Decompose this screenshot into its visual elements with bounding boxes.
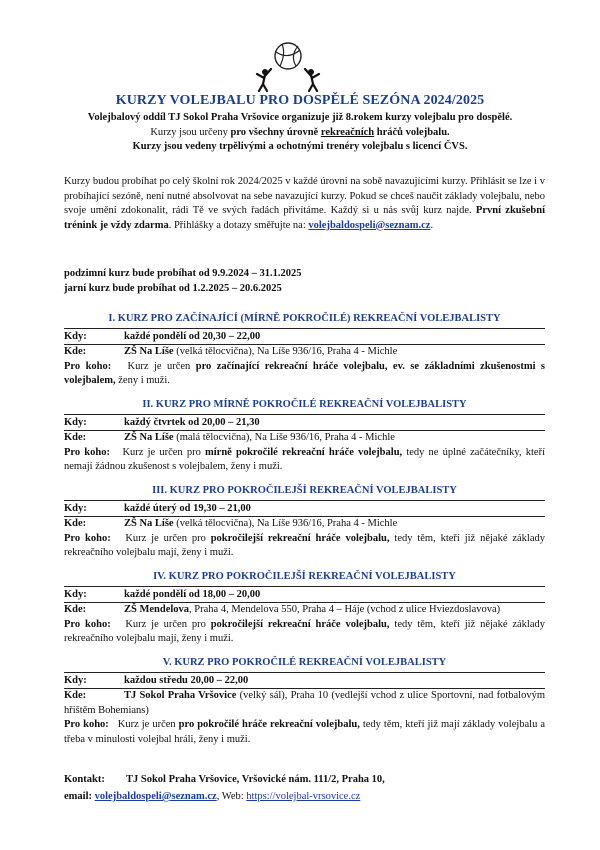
- paragraph-highlight: První zkušební trénink je vždy zdarma: [64, 205, 545, 231]
- course-4: [64, 570, 545, 647]
- course-time: každé pondělí od 18,00 – 20,00: [124, 588, 261, 600]
- audience-text: Kurz je určen pro: [125, 618, 211, 630]
- contact-label: Kontakt:: [64, 774, 105, 785]
- when-label: Kdy:: [64, 588, 87, 600]
- course-heading: V. KURZ PRO POKROČILÉ REKREAČNÍ VOLEJBALISTY: [64, 656, 545, 673]
- audience-text: Kurz je určen: [117, 719, 179, 730]
- course-3: [64, 484, 545, 561]
- course-time: každé pondělí od 20,30 – 22,00: [124, 330, 261, 342]
- paragraph-text-2: . Přihlášky a dotazy směřujte na:: [168, 219, 309, 231]
- intro-block: [40, 111, 560, 155]
- course-time: každé úterý od 19,30 – 21,00: [124, 502, 251, 514]
- course-audience: [64, 718, 545, 747]
- when-label: Kdy:: [64, 330, 87, 342]
- for-whom-label: Pro koho:: [64, 719, 109, 730]
- course-place: [124, 603, 545, 618]
- paragraph-end: .: [430, 219, 434, 231]
- course-2: [64, 398, 545, 475]
- website-link[interactable]: https://volejbal-vrsovice.cz: [246, 791, 361, 802]
- course-place-name: ZŠ Mendelova: [124, 604, 190, 615]
- course-place-name: ZŠ Na Líše: [124, 432, 174, 443]
- course-place: [124, 517, 545, 532]
- audience-end: tedy těm, kteří již mají základy volejbalu a třeba v minulosti volejbal hráli, ženy i muži.: [64, 719, 546, 745]
- season-dates: [64, 266, 302, 296]
- for-whom-label: Pro koho:: [64, 360, 112, 372]
- audience-bold: pokročilejší rekreační hráče volejbalu,: [210, 532, 390, 544]
- course-place-detail: (velká tělocvična), Na Líše 936/16, Praha 4 - Michle: [173, 346, 398, 357]
- course-place-name: TJ Sokol Praha Vršovice: [124, 690, 237, 701]
- audience-bold: mírně pokročilé rekreační hráče volejbalu,: [205, 446, 403, 458]
- audience-end: tedy těm, kteří již nějaké základy rekreačního volejbalu mají, ženy i muži.: [64, 618, 546, 644]
- spring-dates: jarní kurz bude probíhat od 1.2.2025 – 20.6.2025: [64, 283, 282, 294]
- page-title: KURZY VOLEJBALU PRO DOSPĚLÉ SEZÓNA 2024/2025: [115, 93, 485, 108]
- signup-email-link[interactable]: volejbaldospeli@seznam.cz: [308, 219, 431, 231]
- audience-text: Kurz je určen pro: [122, 446, 205, 458]
- where-label: Kde:: [64, 432, 87, 443]
- audience-bold: pro začínající rekreační hráče volejbalu, ev. se základními zkušenostmi s volejbalem,: [64, 360, 546, 386]
- volleyball-players-logo-icon: [252, 38, 324, 92]
- audience-text: Kurz je určen pro: [125, 532, 211, 544]
- course-heading: I. KURZ PRO ZAČÍNAJÍCÍ (MÍRNĚ POKROČILÉ) REKREAČNÍ VOLEJBALISTY: [64, 312, 545, 329]
- when-label: Kdy:: [64, 416, 87, 428]
- audience-bold: pokročilejší rekreační hráče volejbalu,: [210, 618, 390, 630]
- course-place-detail: (malá tělocvična), Na Líše 936/16, Praha 4 - Michle: [173, 432, 395, 443]
- course-audience: [64, 532, 545, 561]
- course-place-name: ZŠ Na Líše: [124, 346, 174, 357]
- contact-block: [64, 771, 385, 805]
- where-label: Kde:: [64, 604, 87, 615]
- intro-line-2-underlined: rekreačních: [320, 126, 375, 138]
- audience-end: ženy i muži.: [115, 375, 170, 386]
- for-whom-label: Pro koho:: [64, 446, 110, 458]
- where-label: Kde:: [64, 518, 87, 529]
- course-heading: IV. KURZ PRO POKROČILEJŠÍ REKREAČNÍ VOLEJBALISTY: [64, 570, 545, 587]
- course-place: [64, 689, 545, 718]
- course-audience: [64, 618, 545, 647]
- for-whom-label: Pro koho:: [64, 618, 111, 630]
- audience-end: tedy těm, kteří již nějaké základy rekreačního volejbalu mají, ženy i muži.: [64, 532, 546, 558]
- course-audience: [64, 360, 545, 389]
- email-label: email:: [64, 791, 92, 802]
- where-label: Kde:: [64, 690, 87, 701]
- course-time: každý čtvrtek od 20,00 – 21,30: [124, 416, 260, 428]
- intro-line-3: Kurzy jsou vedeny trpělivými a ochotnými trenéry volejbalu s licencí ČVS.: [132, 141, 468, 152]
- course-5: [64, 656, 545, 747]
- course-heading: II. KURZ PRO MÍRNĚ POKROČILÉ REKREAČNÍ VOLEJBALISTY: [64, 398, 545, 415]
- course-place-detail: (velký sál), Praha 10 (vedlejší vchod z ulice Sportovní, nad fotbalovým hřištěm Bohemians): [64, 690, 545, 716]
- when-label: Kdy:: [64, 502, 87, 514]
- where-label: Kde:: [64, 346, 87, 357]
- course-place: [124, 431, 545, 446]
- contact-address: TJ Sokol Praha Vršovice, Vršovické nám. 111/2, Praha 10,: [126, 774, 385, 785]
- paragraph-text: Kurzy budou probíhat po celý školní rok 2024/2025 v každé úrovni na sobě navazujícími kurzy. Přihlásit se lze i v probíhající sezóně, není nutné absolvovat na sebe navazující kurzy. Pokud se chceš naučit základy volejbalu, nebo svoje umění zdokonalit, rádi Tě ve svých řadách přivítáme. Každý si u nás svůj kurz najde.: [64, 176, 545, 216]
- for-whom-label: Pro koho:: [64, 532, 111, 544]
- course-heading: III. KURZ PRO POKROČILEJŠÍ REKREAČNÍ VOLEJBALISTY: [64, 484, 545, 501]
- intro-line-2-text: Kurzy jsou určeny: [150, 126, 231, 138]
- course-time: každou středu 20,00 – 22,00: [124, 674, 249, 686]
- intro-line-2-end: hráčů volejbalu.: [374, 126, 450, 138]
- contact-email-link[interactable]: volejbaldospeli@seznam.cz: [94, 791, 217, 802]
- intro-line-2-bold: pro všechny úrovně: [230, 126, 321, 138]
- course-place-detail: , Praha 4, Mendelova 550, Praha 4 – Háje (vchod z ulice Hviezdoslavova): [189, 604, 501, 615]
- course-place-name: ZŠ Na Líše: [124, 518, 174, 529]
- audience-bold: pro pokročilé hráče rekreační volejbalu,: [178, 719, 360, 730]
- course-place: [124, 345, 545, 360]
- audience-end: tedy ne úplné začátečníky, kteří nemají žádnou zkušenost s volejbalem, ženy i muži.: [64, 446, 546, 472]
- course-audience: [64, 446, 545, 475]
- course-place-detail: (velká tělocvična), Na Líše 936/16, Praha 4 - Michle: [173, 518, 398, 529]
- when-label: Kdy:: [64, 674, 87, 686]
- audience-text: Kurz je určen: [127, 360, 196, 372]
- course-1: [64, 312, 545, 389]
- web-label: , Web:: [216, 791, 247, 802]
- autumn-dates: podzimní kurz bude probíhat od 9.9.2024 – 31.1.2025: [64, 268, 302, 279]
- intro-line-2: [40, 126, 560, 141]
- description-paragraph: [64, 175, 545, 233]
- intro-line-1: Volejbalový oddíl TJ Sokol Praha Vršovice organizuje již 8.rokem kurzy volejbalu pro dospělé.: [87, 112, 513, 123]
